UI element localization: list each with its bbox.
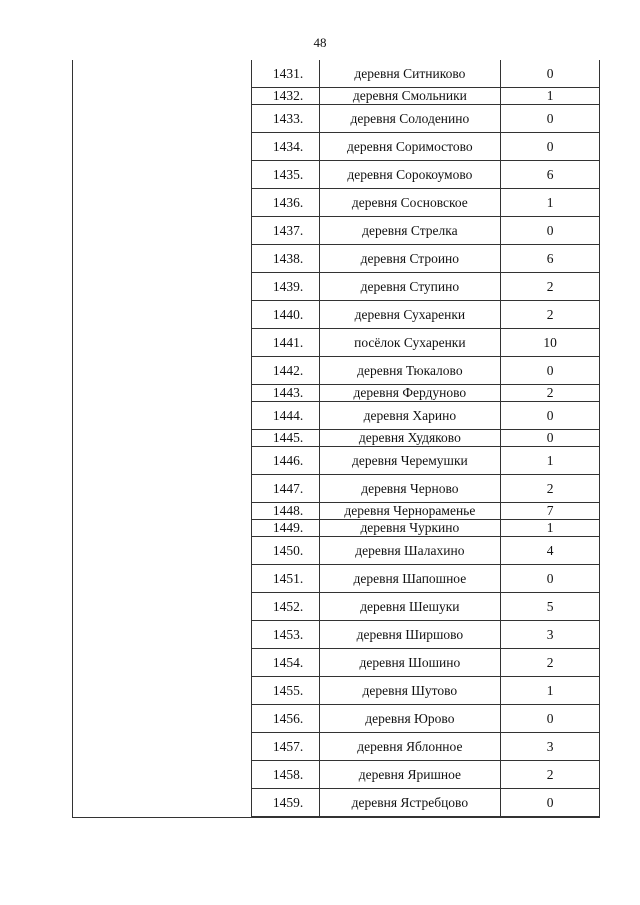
- blank-cell: [73, 402, 252, 430]
- row-number: 1457.: [252, 733, 320, 761]
- settlement-value: 0: [501, 133, 599, 161]
- row-number: 1455.: [252, 677, 320, 705]
- settlement-name: деревня Фердуново: [320, 385, 502, 402]
- settlement-name: деревня Ступино: [320, 273, 502, 301]
- blank-cell: [73, 520, 252, 537]
- table-row: [73, 705, 599, 733]
- settlement-value: 10: [501, 329, 599, 357]
- table-row: [73, 520, 599, 537]
- settlement-value: 2: [501, 301, 599, 329]
- row-number: 1432.: [252, 88, 320, 105]
- blank-cell: [73, 677, 252, 705]
- settlement-value: 2: [501, 273, 599, 301]
- blank-cell: [73, 537, 252, 565]
- blank-cell: [73, 189, 252, 217]
- settlement-name: деревня Ситниково: [320, 60, 502, 88]
- settlement-name: деревня Черемушки: [320, 447, 502, 475]
- blank-cell: [73, 105, 252, 133]
- table-row: [73, 133, 599, 161]
- settlement-value: 2: [501, 761, 599, 789]
- blank-cell: [73, 60, 252, 88]
- row-number: 1452.: [252, 593, 320, 621]
- row-number: 1444.: [252, 402, 320, 430]
- settlement-value: 4: [501, 537, 599, 565]
- table-row: [73, 761, 599, 789]
- settlement-value: 0: [501, 60, 599, 88]
- settlement-value: 1: [501, 447, 599, 475]
- blank-cell: [73, 430, 252, 447]
- settlement-value: 1: [501, 189, 599, 217]
- settlement-name: деревня Худяково: [320, 430, 502, 447]
- row-number: 1437.: [252, 217, 320, 245]
- settlement-name: деревня Шошино: [320, 649, 502, 677]
- row-number: 1456.: [252, 705, 320, 733]
- blank-cell: [73, 217, 252, 245]
- blank-cell: [73, 733, 252, 761]
- settlement-value: 1: [501, 677, 599, 705]
- row-number: 1448.: [252, 503, 320, 520]
- table-row: [73, 677, 599, 705]
- settlement-value: 0: [501, 705, 599, 733]
- row-number: 1435.: [252, 161, 320, 189]
- blank-cell: [73, 385, 252, 402]
- settlements-table: [72, 60, 600, 818]
- settlement-value: 1: [501, 88, 599, 105]
- table-row: [73, 161, 599, 189]
- row-number: 1436.: [252, 189, 320, 217]
- settlement-value: 6: [501, 245, 599, 273]
- settlement-name: деревня Черново: [320, 475, 502, 503]
- table-row: [73, 503, 599, 520]
- table-row: [73, 329, 599, 357]
- blank-cell: [73, 273, 252, 301]
- blank-cell: [73, 649, 252, 677]
- table-row: [73, 593, 599, 621]
- table-row: [73, 88, 599, 105]
- settlement-name: деревня Ястребцово: [320, 789, 502, 817]
- table-row: [73, 385, 599, 402]
- settlement-name: деревня Сосновское: [320, 189, 502, 217]
- blank-cell: [73, 88, 252, 105]
- blank-cell: [73, 593, 252, 621]
- settlement-name: деревня Строино: [320, 245, 502, 273]
- row-number: 1459.: [252, 789, 320, 817]
- settlement-value: 2: [501, 649, 599, 677]
- row-number: 1438.: [252, 245, 320, 273]
- settlement-value: 6: [501, 161, 599, 189]
- table-row: [73, 402, 599, 430]
- settlement-value: 7: [501, 503, 599, 520]
- table-row: [73, 217, 599, 245]
- table-row: [73, 301, 599, 329]
- row-number: 1434.: [252, 133, 320, 161]
- table-row: [73, 733, 599, 761]
- settlement-value: 0: [501, 402, 599, 430]
- table-row: [73, 60, 599, 88]
- table-row: [73, 537, 599, 565]
- row-number: 1453.: [252, 621, 320, 649]
- row-number: 1442.: [252, 357, 320, 385]
- settlement-name: деревня Шалахино: [320, 537, 502, 565]
- settlement-value: 0: [501, 357, 599, 385]
- settlement-name: деревня Шапошное: [320, 565, 502, 593]
- blank-cell: [73, 245, 252, 273]
- settlement-value: 0: [501, 217, 599, 245]
- settlement-value: 0: [501, 430, 599, 447]
- blank-cell: [73, 789, 252, 817]
- settlement-name: деревня Яришное: [320, 761, 502, 789]
- blank-cell: [73, 301, 252, 329]
- table-row: [73, 273, 599, 301]
- settlement-name: деревня Чернораменье: [320, 503, 502, 520]
- row-number: 1451.: [252, 565, 320, 593]
- settlement-name: посёлок Сухаренки: [320, 329, 502, 357]
- table-row: [73, 105, 599, 133]
- settlement-value: 2: [501, 475, 599, 503]
- blank-cell: [73, 705, 252, 733]
- page-number: 48: [313, 35, 327, 50]
- blank-cell: [73, 447, 252, 475]
- settlement-value: 2: [501, 385, 599, 402]
- table-row: [73, 245, 599, 273]
- settlement-name: деревня Юрово: [320, 705, 502, 733]
- blank-cell: [73, 621, 252, 649]
- settlement-value: 0: [501, 789, 599, 817]
- blank-cell: [73, 565, 252, 593]
- settlement-name: деревня Шешуки: [320, 593, 502, 621]
- settlement-name: деревня Ширшово: [320, 621, 502, 649]
- blank-cell: [73, 329, 252, 357]
- settlement-name: деревня Чуркино: [320, 520, 502, 537]
- row-number: 1447.: [252, 475, 320, 503]
- row-number: 1458.: [252, 761, 320, 789]
- row-number: 1441.: [252, 329, 320, 357]
- settlement-value: 0: [501, 565, 599, 593]
- settlement-name: деревня Смольники: [320, 88, 502, 105]
- settlement-name: деревня Стрелка: [320, 217, 502, 245]
- settlement-value: 1: [501, 520, 599, 537]
- row-number: 1450.: [252, 537, 320, 565]
- settlement-name: деревня Харино: [320, 402, 502, 430]
- blank-cell: [73, 503, 252, 520]
- settlement-value: 5: [501, 593, 599, 621]
- table-row: [73, 789, 599, 817]
- settlement-name: деревня Шутово: [320, 677, 502, 705]
- settlement-name: деревня Сухаренки: [320, 301, 502, 329]
- settlement-name: деревня Тюкалово: [320, 357, 502, 385]
- table-bottom-border: [73, 817, 599, 818]
- table-row: [73, 447, 599, 475]
- table-row: [73, 357, 599, 385]
- blank-cell: [73, 357, 252, 385]
- row-number: 1439.: [252, 273, 320, 301]
- row-number: 1454.: [252, 649, 320, 677]
- row-number: 1449.: [252, 520, 320, 537]
- settlement-value: 3: [501, 733, 599, 761]
- blank-cell: [73, 761, 252, 789]
- row-number: 1440.: [252, 301, 320, 329]
- row-number: 1443.: [252, 385, 320, 402]
- table-row: [73, 649, 599, 677]
- settlement-value: 0: [501, 105, 599, 133]
- settlement-value: 3: [501, 621, 599, 649]
- table-row: [73, 475, 599, 503]
- settlement-name: деревня Соримостово: [320, 133, 502, 161]
- blank-cell: [73, 133, 252, 161]
- row-number: 1431.: [252, 60, 320, 88]
- settlement-name: деревня Сорокоумово: [320, 161, 502, 189]
- table-row: [73, 430, 599, 447]
- table-row: [73, 621, 599, 649]
- settlement-name: деревня Солоденино: [320, 105, 502, 133]
- blank-cell: [73, 475, 252, 503]
- table-row: [73, 189, 599, 217]
- row-number: 1446.: [252, 447, 320, 475]
- row-number: 1433.: [252, 105, 320, 133]
- blank-cell: [73, 161, 252, 189]
- table-row: [73, 565, 599, 593]
- settlement-name: деревня Яблонное: [320, 733, 502, 761]
- row-number: 1445.: [252, 430, 320, 447]
